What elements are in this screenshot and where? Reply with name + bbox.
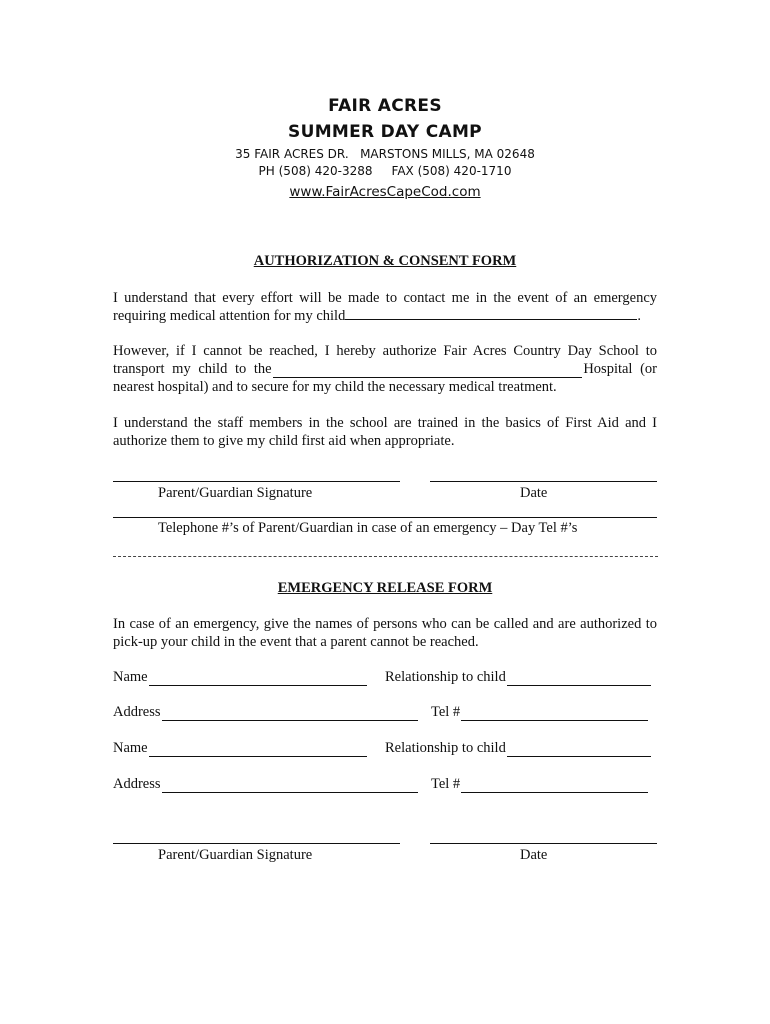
camp-phone-fax: PH (508) 420-3288 FAX (508) 420-1710 bbox=[258, 164, 512, 178]
cut-line-divider bbox=[113, 556, 658, 557]
date-label: Date bbox=[520, 485, 548, 501]
contact-2-tel-field[interactable] bbox=[431, 776, 648, 793]
authorization-paragraph-1 bbox=[113, 289, 657, 325]
contact-2-relationship-field[interactable] bbox=[385, 740, 651, 757]
child-name-prompt: requiring medical attention for my child bbox=[113, 308, 346, 324]
camp-subtitle: SUMMER DAY CAMP bbox=[288, 122, 482, 142]
child-name-blank[interactable] bbox=[345, 307, 637, 320]
name-blank[interactable] bbox=[149, 671, 367, 686]
release-signature-line[interactable] bbox=[113, 843, 400, 844]
address-blank[interactable] bbox=[162, 778, 418, 793]
name-label: Name bbox=[113, 740, 148, 756]
relationship-label: Relationship to child bbox=[385, 740, 506, 756]
paragraph-1-line-1: I understand that every effort will be made to contact me in the event of an emergency bbox=[113, 290, 657, 306]
paragraph-2-line-3: nearest hospital) and to secure for my child the necessary medical treatment. bbox=[113, 379, 557, 395]
parent-signature-line[interactable] bbox=[113, 481, 400, 482]
hospital-name-blank[interactable] bbox=[273, 364, 583, 378]
website-link[interactable]: www.FairAcresCapeCod.com bbox=[289, 184, 481, 200]
relationship-blank[interactable] bbox=[507, 671, 651, 686]
release-date-line[interactable] bbox=[430, 843, 657, 844]
paragraph-2-line-1: However, if I cannot be reached, I hereby authorize Fair Acres Country Day School to bbox=[113, 343, 657, 359]
authorization-paragraph-2 bbox=[113, 342, 657, 396]
camp-address: 35 FAIR ACRES DR. MARSTONS MILLS, MA 02648 bbox=[235, 147, 535, 161]
telephone-label: Telephone #’s of Parent/Guardian in case of an emergency – Day Tel #’s bbox=[158, 520, 578, 536]
contact-1-name-field[interactable] bbox=[113, 669, 367, 686]
release-signature-label: Parent/Guardian Signature bbox=[158, 847, 313, 863]
authorization-heading: AUTHORIZATION & CONSENT FORM bbox=[253, 253, 517, 269]
contact-1-relationship-field[interactable] bbox=[385, 669, 651, 686]
release-intro: In case of an emergency, give the names of persons who can be called and are authorized to pick-up your child in the event that a parent cannot be reached. bbox=[113, 616, 657, 650]
relationship-blank[interactable] bbox=[507, 742, 651, 757]
tel-blank[interactable] bbox=[461, 706, 648, 721]
tel-blank[interactable] bbox=[461, 778, 648, 793]
hospital-suffix: Hospital (or bbox=[583, 361, 657, 377]
tel-label: Tel # bbox=[431, 704, 461, 720]
authorization-paragraph-3: I understand the staff members in the school are trained in the basics of First Aid and I authorize them to give my child first aid when appropriate. bbox=[113, 415, 657, 449]
contact-1-tel-field[interactable] bbox=[431, 704, 648, 721]
contact-2-address-field[interactable] bbox=[113, 776, 418, 793]
camp-name: FAIR ACRES bbox=[328, 96, 442, 116]
address-blank[interactable] bbox=[162, 706, 418, 721]
date-line[interactable] bbox=[430, 481, 657, 482]
transport-prompt: transport my child to the bbox=[113, 361, 272, 377]
address-label: Address bbox=[113, 704, 161, 720]
name-label: Name bbox=[113, 669, 148, 685]
contact-2-name-field[interactable] bbox=[113, 740, 367, 757]
telephone-line[interactable] bbox=[113, 517, 657, 518]
relationship-label: Relationship to child bbox=[385, 669, 506, 685]
release-date-label: Date bbox=[520, 847, 548, 863]
address-label: Address bbox=[113, 776, 161, 792]
contact-1-address-field[interactable] bbox=[113, 704, 418, 721]
release-heading: EMERGENCY RELEASE FORM bbox=[277, 580, 493, 596]
name-blank[interactable] bbox=[149, 742, 367, 757]
tel-label: Tel # bbox=[431, 776, 461, 792]
period: . bbox=[637, 308, 641, 324]
paragraph-1-line-2 bbox=[113, 307, 657, 325]
paragraph-2-line-2 bbox=[113, 360, 657, 378]
parent-signature-label: Parent/Guardian Signature bbox=[158, 485, 313, 501]
